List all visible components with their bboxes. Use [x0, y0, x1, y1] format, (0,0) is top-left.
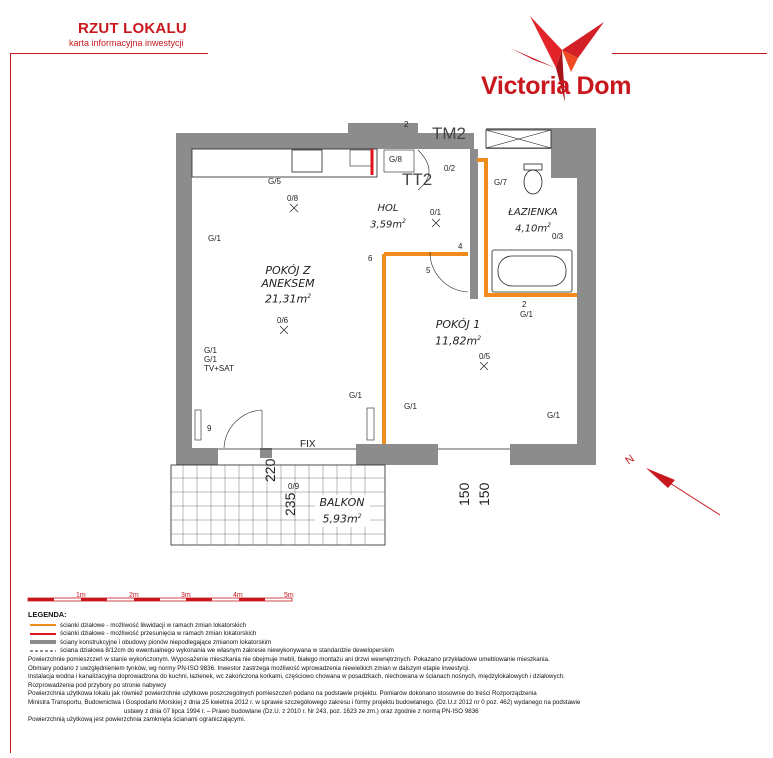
- mark-o8: 0/8: [287, 194, 299, 203]
- legend-title: LEGENDA:: [28, 610, 67, 619]
- mark-tt2: TT2: [402, 170, 433, 189]
- room-area: 21,31m: [264, 292, 308, 306]
- brand-name: Victoria Dom: [481, 72, 632, 100]
- mark-n5: 5: [426, 266, 431, 275]
- mark-tm2: TM2: [432, 124, 466, 143]
- mark-g1-bath: G/1: [520, 310, 533, 319]
- room-name: ŁAZIENKA: [508, 207, 558, 218]
- legend-note: Rozprowadzenia pod przybory po stronie nabywcy: [28, 681, 167, 689]
- room-name: ANEKSEM: [261, 277, 315, 290]
- mark-o2: 0/2: [444, 164, 456, 173]
- area-unit: 2: [547, 222, 551, 229]
- mark-num-2: 2: [404, 120, 409, 129]
- mark-g1-room: G/1: [404, 402, 417, 411]
- legend-note: Powierzchnie pomieszczeń w stanie wykończonym. Wyposażenie mieszkania nie obejmuje mebli, białego montażu ani drzwi wewnętrznych. Pokazano przykładowe umeblowanie mieszkania.: [28, 655, 550, 663]
- mark-n9: 9: [207, 424, 212, 433]
- mark-o6: 0/6: [277, 316, 289, 325]
- scale-bar: [28, 598, 292, 601]
- legend-item: ściany konstrukcyjne i obudowy pionów niepodlegające zmianom lokatorskim: [60, 638, 272, 646]
- north-label: N: [623, 452, 637, 468]
- legend-note: Obmiary podano z uwzględnieniem tynków, wg normy PN-ISO 9836. Inwestor zastrzega możliwość wprowadzenia niewielkich zmian w dalszym etapie inwestycji.: [28, 664, 470, 672]
- mark-n4: 4: [458, 242, 463, 251]
- mark-tv-sat: TV+SAT: [204, 364, 234, 373]
- room-name: BALKON: [319, 496, 365, 509]
- dimension-window-b: 150: [476, 482, 492, 506]
- mark-g1-right: G/1: [547, 411, 560, 420]
- scale-mark: 2m: [129, 592, 139, 599]
- page-subtitle: karta informacyjna inwestycji: [69, 38, 184, 48]
- mark-g7: G/7: [494, 178, 507, 187]
- room-area: 4,10m: [515, 223, 548, 235]
- area-unit: 2: [402, 218, 406, 225]
- area-unit: 2: [477, 335, 482, 342]
- room-living-kitchen: [253, 264, 323, 306]
- dimension-balcony-door-a: 220: [262, 458, 278, 482]
- mark-g1-mid: G/1: [349, 391, 362, 400]
- mark-o1: 0/1: [430, 208, 442, 217]
- legend-note: Powierzchnia użytkowa lokalu jak również powierzchnie użytkowe poszczególnych pomieszczeń podano na podstawie projektu. Pomiarów dokonano stosownie do treści Rozporządzenia: [28, 690, 537, 698]
- room-area: 3,59m: [370, 219, 403, 231]
- mark-g1-left-top: G/1: [208, 234, 221, 243]
- room-area: 5,93m: [322, 512, 358, 526]
- legend-note: Instalacja wodna i kanalizacyjna doprowadzona do kuchni, łazienek, wc zakończona korkami, częściowo chowana w posadzkach, niechowana w ścianach nośnych, międzylokalowych i działowych.: [28, 673, 565, 681]
- room-hall: [362, 202, 414, 231]
- mark-n2r: 2: [522, 300, 527, 309]
- area-unit: 2: [357, 513, 362, 520]
- mark-o5: 0/5: [479, 352, 491, 361]
- scale-mark: 5m: [284, 592, 294, 599]
- legend: [28, 611, 758, 725]
- mark-n6: 6: [368, 254, 373, 263]
- dimension-balcony-door-b: 235: [282, 492, 298, 516]
- mark-g1-left-b: G/1: [204, 355, 217, 364]
- mark-o3: 0/3: [552, 232, 564, 241]
- page-title: RZUT LOKALU: [78, 20, 187, 37]
- mark-g1-left-a: G/1: [204, 346, 217, 355]
- legend-item: ścianki działowe - możliwość likwidacji w ramach zmian lokatorskich: [60, 621, 247, 629]
- area-unit: 2: [307, 293, 312, 300]
- room-balcony: [314, 496, 370, 527]
- room-name: HOL: [377, 203, 399, 214]
- room-area: 11,82m: [434, 334, 478, 348]
- room-name: POKÓJ Z: [265, 264, 311, 277]
- mark-o9: 0/9: [288, 482, 300, 491]
- mark-fix: FIX: [300, 439, 316, 450]
- legend-note: Powierzchnią użytkową jest powierzchnia zamknięta ścianami ograniczającymi.: [28, 716, 246, 724]
- legend-note: Ministra Transportu, Budownictwa i Gospodarki Morskiej z dnia 25 kwietnia 2012 r. w sprawie szczegółowego zakresu i formy projektu budowlanego. (Dz.U.z 2012 nr 0 poz. 462) wydanego na podstawie: [28, 698, 581, 706]
- room-bathroom: [503, 206, 563, 235]
- room-bedroom: [428, 318, 488, 349]
- scale-mark: 3m: [181, 592, 191, 599]
- dimension-window-a: 150: [456, 482, 472, 506]
- legend-note: ustawy z dnia 07 lipca 1994 r. – Prawo budowlane (Dz.U. z 2010 r. Nr 243, poz. 1623 ze zm.) oraz zgodnie z normą PN-ISO 9836: [124, 707, 479, 715]
- mark-g8: G/8: [389, 155, 402, 164]
- legend-item: ściana działowa 8/12cm do ewentualnego wykonania we własnym zakresie niewykonywana w standardzie deweloperskim: [60, 647, 394, 655]
- legend-item: ścianki działowe - możliwość przesunięcia w ramach zmian lokatorskich: [60, 630, 257, 638]
- room-name: POKÓJ 1: [435, 318, 481, 331]
- scale-mark: 1m: [76, 592, 86, 599]
- mark-g5: G/5: [268, 177, 281, 186]
- scale-mark: 4m: [233, 592, 243, 599]
